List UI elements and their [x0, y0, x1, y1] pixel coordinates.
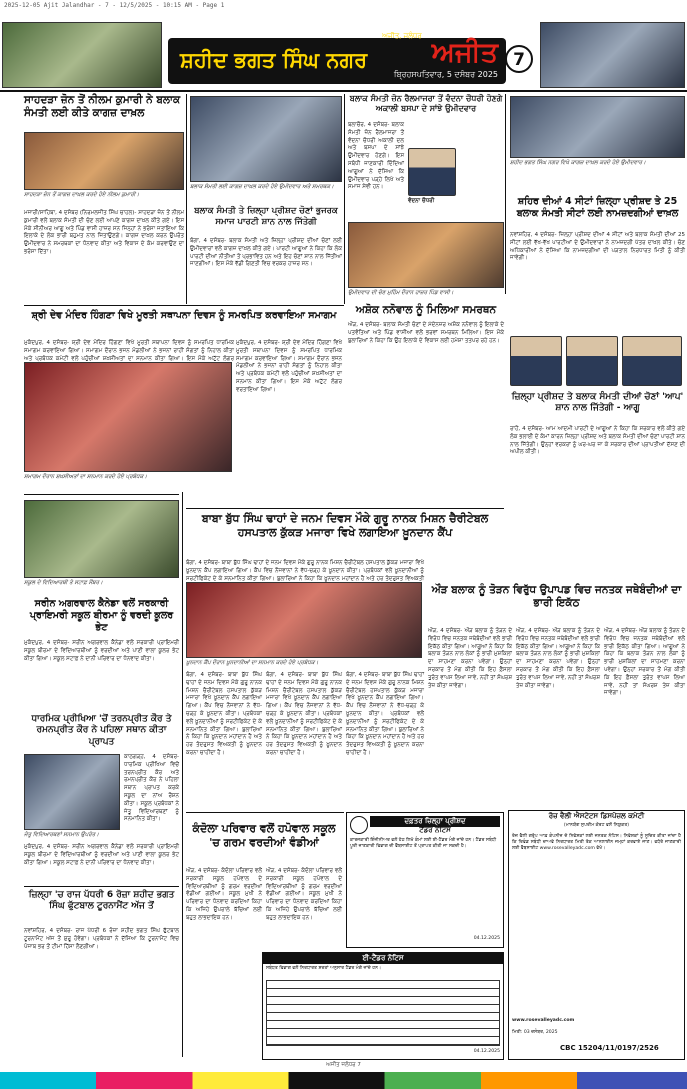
story-body-cont: ਮੁਕੰਦਪੁਰ, 4 ਦਸੰਬਰ- ਸਰੀਨ ਅਗਰਵਾਲ ਕੈਨੇਡਾ ਵਲੋਂ ਸਰਕਾਰੀ ਪ੍ਰਾਇਮਰੀ ਸਕੂਲ ਬੀਰਮਾ ਦੇ ਵਿਦਿਆਰਥੀਆਂ ਨੂੰ ਵਰਦੀਆਂ ਅਤੇ ਪਾਣੀ ਵਾਲਾ ਕੂਲਰ ਭੇਟ ਕੀਤਾ ਗਿਆ। ਸਕੂਲ ਸਟਾਫ਼ ਨੇ ਦਾਨੀ ਪਰਿਵਾਰ ਦਾ ਧੰਨਵਾਦ ਕੀਤਾ। [24, 844, 179, 866]
story-headline: ਬਲਾਕ ਸੰਮਤੀ ਤੇ ਜ਼ਿਲ੍ਹਾ ਪ੍ਰੀਸ਼ਦ ਚੋਣਾਂ ਭੁਜਰਕ ਸਮਾਜ ਪਾਰਟੀ ਸ਼ਾਨ ਨਾਲ ਜਿੱਤੇਗੀ [194, 206, 338, 227]
story-headline: ਧਾਰਮਿਕ ਪ੍ਰੀਖਿਆ 'ਚੋਂ ਤਰਨਪ੍ਰੀਤ ਕੌਰ ਤੇ ਰਮਨਪ੍ਰੀਤ ਕੌਰ ਨੇ ਪਹਿਲਾ ਸਥਾਨ ਕੀਤਾ ਪ੍ਰਾਪਤ [31, 714, 172, 747]
ad-subtitle: ਟੈਂਡਰ ਨੋਟਿਸ [419, 826, 451, 834]
tender-table [266, 980, 500, 1046]
section-rule [24, 886, 179, 887]
notice-title: ਰੋਜ਼ ਵੈਲੀ ਐਸਟੇਟਸ ਡਿਸਪੋਜ਼ਲ ਕਮੇਟੀ [548, 812, 645, 820]
story-headline: ਬਲਾਕ ਸੰਮਤੀ ਜ਼ੋਨ ਰੈਲਮਾਜਰਾ ਤੋਂ ਵੰਦਨਾ ਚੌਧਰੀ ਹੋਣਗੇ ਅਕਾਲੀ ਬਸਪਾ ਦੇ ਸਾਂਝੇ ਉਮੀਦਵਾਰ [349, 94, 503, 113]
story-photo [24, 500, 179, 578]
column-rule [186, 94, 187, 304]
story-photo [186, 582, 422, 658]
candidate-portrait [408, 148, 456, 196]
page-number: 7 [505, 45, 533, 73]
notice-date: ਮਿਤੀ: 03 ਦਸੰਬਰ, 2025 [512, 1030, 558, 1035]
story-body: ਮਜਾਰੀ/ਸਾਹਿਬਾ, 4 ਦਸੰਬਰ (ਨਿਰਮਲਜੀਤ ਸਿੰਘ ਚਾਹਲ)- ਸਾਹਦੜਾ ਜ਼ੋਨ ਤੋਂ ਨੀਲਮ ਕੁਮਾਰੀ ਵਲੋਂ ਬਲਾਕ ਸੰਮਤੀ ਦੀ ਚੋਣ ਲਈ ਆਪਣੇ ਕਾਗਜ਼ ਦਾਖ਼ਲ ਕੀਤੇ ਗਏ। ਇਸ ਮੌਕੇ ਸੀਨੀਅਰ ਆਗੂ ਅਤੇ ਪਿੰਡ ਵਾਸੀ ਹਾਜ਼ਰ ਸਨ ਜਿਨ੍ਹਾਂ ਨੇ ਭਰੋਸਾ ਜਤਾਇਆ ਕਿ ਇਲਾਕੇ ਦੇ ਲੋਕ ਭਾਰੀ ਬਹੁਮਤ ਨਾਲ ਜਿਤਾਉਣਗੇ। ਕਾਗਜ਼ ਦਾਖ਼ਲ ਕਰਨ ਉਪਰੰਤ ਉਮੀਦਵਾਰ ਨੇ ਸਮਰਥਕਾਂ ਦਾ ਧੰਨਵਾਦ ਕੀਤਾ ਅਤੇ ਵਿਕਾਸ ਦੇ ਕੰਮ ਕਰਵਾਉਣ ਦਾ ਭਰੋਸਾ ਦਿੱਤਾ। [24, 210, 184, 255]
masthead-left-photo [2, 22, 162, 88]
notice-body: ਰੋਜ਼ ਵੈਲੀ ਗਰੁੱਪ ਆਫ਼ ਕੰਪਨੀਜ਼ ਦੇ ਨਿਵੇਸ਼ਕਾਂ ਲਈ ਜਨਤਕ ਨੋਟਿਸ। ਨਿਵੇਸ਼ਕਾਂ ਨੂੰ ਸੂਚਿਤ ਕੀਤਾ ਜਾਂਦਾ ਹੈ ਕਿ ਰਿਫੰਡ ਸਬੰਧੀ ਦਾਅਵੇ ਨਿਰਧਾਰਤ ਮਿਤੀ ਤੱਕ ਆਨਲਾਈਨ ਜਮ੍ਹਾਂ ਕਰਵਾਏ ਜਾਣ। ਵਧੇਰੇ ਜਾਣਕਾਰੀ ਲਈ ਵੈੱਬਸਾਈਟ www.rosevalleyadc.com ਵੇਖੋ। [512, 834, 681, 852]
leader-portrait [510, 336, 562, 386]
column-rule [505, 94, 506, 294]
story-headline: ਜ਼ਿਲ੍ਹਾ ਪ੍ਰੀਸ਼ਦ ਤੇ ਬਲਾਕ ਸੰਮਤੀ ਦੀਆਂ ਚੋਣਾਂ 'ਆਪ' ਸ਼ਾਨ ਨਾਲ ਜਿੱਤੇਗੀ - ਆਗੂ [511, 392, 684, 414]
column-rule [344, 94, 345, 304]
story-body-lead: ਬੰਗਾ, 4 ਦਸੰਬਰ- ਬਾਬਾ ਬੁੱਧ ਸਿੰਘ ਢਾਹਾਂ ਦੇ ਜਨਮ ਦਿਵਸ ਮੌਕੇ ਗੁਰੂ ਨਾਨਕ ਮਿਸ਼ਨ ਚੈਰੀਟੇਬਲ ਹਸਪਤਾਲ ਕੁੱਕੜ ਮਜਾਰਾ ਵਿਖੇ ਖ਼ੂਨਦਾਨ ਕੈਂਪ ਲਗਾਇਆ ਗਿਆ। ਕੈਂਪ ਵਿਚ ਨੌਜਵਾਨਾਂ ਨੇ ਵੱਧ-ਚੜ੍ਹ ਕੇ ਖ਼ੂਨਦਾਨ ਕੀਤਾ। ਪ੍ਰਬੰਧਕਾਂ ਵਲੋਂ ਖ਼ੂਨਦਾਨੀਆਂ ਨੂੰ ਸਰਟੀਫਿਕੇਟ ਦੇ ਕੇ ਸਨਮਾਨਿਤ ਕੀਤਾ ਗਿਆ। ਬੁਲਾਰਿਆਂ ਨੇ ਕਿਹਾ ਕਿ ਖ਼ੂਨਦਾਨ ਮਹਾਂਦਾਨ ਹੈ ਅਤੇ ਹਰ ਤੰਦਰੁਸਤ ਵਿਅਕਤੀ [186, 560, 424, 582]
story-body: ਕਾਠਗੜ੍ਹ, 4 ਦਸੰਬਰ- ਧਾਰਮਿਕ ਪ੍ਰੀਖਿਆ ਵਿਚੋਂ ਤਰਨਪ੍ਰੀਤ ਕੌਰ ਅਤੇ ਰਮਨਪ੍ਰੀਤ ਕੌਰ ਨੇ ਪਹਿਲਾ ਸਥਾਨ ਪ੍ਰਾਪਤ ਕਰਕੇ ਸਕੂਲ ਦਾ ਨਾਂਅ ਰੌਸ਼ਨ ਕੀਤਾ। ਸਕੂਲ ਪ੍ਰਬੰਧਕਾਂ ਨੇ ਜੇਤੂ ਵਿਦਿਆਰਥਣਾਂ ਨੂੰ ਸਨਮਾਨਿਤ ਕੀਤਾ। [124, 754, 179, 823]
ad-body: ਸਬੰਧਤ ਵਿਭਾਗ ਵਲੋਂ ਨਿਰਧਾਰਤ ਸ਼ਰਤਾਂ ਅਨੁਸਾਰ ਟੈਂਡਰ ਮੰਗੇ ਜਾਂਦੇ ਹਨ। [266, 966, 382, 971]
notice-subtitle: (ਮਾਨਯੋਗ ਸੁਪਰੀਮ ਕੋਰਟ ਵਲੋਂ ਨਿਯੁਕਤ) [563, 823, 630, 828]
column-rule [182, 492, 183, 1057]
footer-text: ਅਜੀਤ ਜਲੰਧਰ 7 [326, 1062, 361, 1068]
story-body: ਔੜ, 4 ਦਸੰਬਰ- ਔੜ ਬਲਾਕ ਨੂੰ ਤੋੜਨ ਦੇ ਵਿਰੋਧ ਵਿਚ ਜਨਤਕ ਜਥੇਬੰਦੀਆਂ ਵਲੋਂ ਭਾਰੀ ਇਕੱਠ ਕੀਤਾ ਗਿਆ। ਆਗੂਆਂ ਨੇ ਕਿਹਾ ਕਿ ਬਲਾਕ ਤੋੜਨ ਨਾਲ ਲੋਕਾਂ ਨੂੰ ਭਾਰੀ ਮੁਸ਼ਕਿਲਾਂ ਦਾ ਸਾਹਮਣਾ ਕਰਨਾ ਪਵੇਗਾ। ਉਨ੍ਹਾਂ ਸਰਕਾਰ ਤੋਂ ਮੰਗ ਕੀਤੀ ਕਿ ਇਹ ਫ਼ੈਸਲਾ ਤੁਰੰਤ ਵਾਪਸ ਲਿਆ ਜਾਵੇ, ਨਹੀਂ ਤਾਂ ਸੰਘਰਸ਼ ਤੇਜ਼ ਕੀਤਾ ਜਾਵੇਗਾ। [428, 628, 512, 689]
story-body: ਬੰਗਾ, 4 ਦਸੰਬਰ- ਬਲਾਕ ਸੰਮਤੀ ਅਤੇ ਜ਼ਿਲ੍ਹਾ ਪ੍ਰੀਸ਼ਦ ਦੀਆਂ ਚੋਣਾਂ ਲਈ ਉਮੀਦਵਾਰਾਂ ਵਲੋਂ ਕਾਗਜ਼ ਦਾਖ਼ਲ ਕੀਤੇ ਗਏ। ਪਾਰਟੀ ਆਗੂਆਂ ਨੇ ਕਿਹਾ ਕਿ ਲੋਕ ਪਾਰਟੀ ਦੀਆਂ ਨੀਤੀਆਂ ਤੋਂ ਪ੍ਰਭਾਵਿਤ ਹਨ ਅਤੇ ਇਹ ਚੋਣਾਂ ਸ਼ਾਨ ਨਾਲ ਜਿੱਤੀਆਂ ਜਾਣਗੀਆਂ। ਇਸ ਮੌਕੇ ਵੱਡੀ ਗਿਣਤੀ ਵਿਚ ਵਰਕਰ ਹਾਜ਼ਰ ਸਨ। [190, 238, 342, 268]
print-slug: 2025-12-05 Ajit Jalandhar - 7 - 12/5/2025 - 10:15 AM - Page 1 [4, 2, 225, 9]
newspaper-logo: ਅਜੀਤ [431, 37, 498, 68]
notice-url: www.rosevalleyadc.com [512, 1018, 575, 1023]
story-body: ਔੜ, 4 ਦਸੰਬਰ- ਕੰਦੋਲਾ ਪਰਿਵਾਰ ਵਲੋਂ ਸਰਕਾਰੀ ਸਕੂਲ ਹਪੋਵਾਲ ਦੇ ਵਿਦਿਆਰਥੀਆਂ ਨੂੰ ਗਰਮ ਵਰਦੀਆਂ ਵੰਡੀਆਂ ਗਈਆਂ। ਸਕੂਲ ਮੁਖੀ ਨੇ ਪਰਿਵਾਰ ਦਾ ਧੰਨਵਾਦ ਕਰਦਿਆਂ ਕਿਹਾ ਕਿ ਅਜਿਹੇ ਉਪਰਾਲੇ ਬੱਚਿਆਂ ਲਈ ਬਹੁਤ ਲਾਭਦਾਇਕ ਹਨ। [186, 868, 262, 921]
story-body-col2: ਬੰਗਾ, 4 ਦਸੰਬਰ- ਬਾਬਾ ਬੁੱਧ ਸਿੰਘ ਢਾਹਾਂ ਦੇ ਜਨਮ ਦਿਵਸ ਮੌਕੇ ਗੁਰੂ ਨਾਨਕ ਮਿਸ਼ਨ ਚੈਰੀਟੇਬਲ ਹਸਪਤਾਲ ਕੁੱਕੜ ਮਜਾਰਾ ਵਿਖੇ ਖ਼ੂਨਦਾਨ ਕੈਂਪ ਲਗਾਇਆ ਗਿਆ। ਕੈਂਪ ਵਿਚ ਨੌਜਵਾਨਾਂ ਨੇ ਵੱਧ-ਚੜ੍ਹ ਕੇ ਖ਼ੂਨਦਾਨ ਕੀਤਾ। ਪ੍ਰਬੰਧਕਾਂ ਵਲੋਂ ਖ਼ੂਨਦਾਨੀਆਂ ਨੂੰ ਸਰਟੀਫਿਕੇਟ ਦੇ ਕੇ ਸਨਮਾਨਿਤ ਕੀਤਾ ਗਿਆ। ਬੁਲਾਰਿਆਂ ਨੇ ਕਿਹਾ ਕਿ ਖ਼ੂਨਦਾਨ ਮਹਾਂਦਾਨ ਹੈ ਅਤੇ ਹਰ ਤੰਦਰੁਸਤ ਵਿਅਕਤੀ ਨੂੰ ਖ਼ੂਨਦਾਨ ਕਰਨਾ ਚਾਹੀਦਾ ਹੈ। [266, 672, 342, 756]
story-headline: ਬਾਬਾ ਬੁੱਧ ਸਿੰਘ ਢਾਹਾਂ ਦੇ ਜਨਮ ਦਿਵਸ ਮੌਕੇ ਗੁਰੂ ਨਾਨਕ ਮਿਸ਼ਨ ਚੈਰੀਟੇਬਲ ਹਸਪਤਾਲ ਕੁੱਕੜ ਮਜਾਰਾ ਵਿਖੇ ਲਗਾਇਆ ਖ਼ੂਨਦਾਨ ਕੈਂਪ [201, 512, 489, 539]
story-body: ਰਾਹੋਂ, 4 ਦਸੰਬਰ- ਆਮ ਆਦਮੀ ਪਾਰਟੀ ਦੇ ਆਗੂਆਂ ਨੇ ਕਿਹਾ ਕਿ ਸਰਕਾਰ ਵਲੋਂ ਕੀਤੇ ਗਏ ਲੋਕ ਭਲਾਈ ਦੇ ਕੰਮਾਂ ਕਾਰਨ ਜ਼ਿਲ੍ਹਾ ਪ੍ਰੀਸ਼ਦ ਅਤੇ ਬਲਾਕ ਸੰਮਤੀ ਦੀਆਂ ਚੋਣਾਂ ਪਾਰਟੀ ਸ਼ਾਨ ਨਾਲ ਜਿੱਤੇਗੀ। ਉਨ੍ਹਾਂ ਵਰਕਰਾਂ ਨੂੰ ਘਰ-ਘਰ ਜਾ ਕੇ ਸਰਕਾਰ ਦੀਆਂ ਪ੍ਰਾਪਤੀਆਂ ਦੱਸਣ ਦੀ ਅਪੀਲ ਕੀਤੀ। [510, 426, 685, 456]
ad-title: ਦਫ਼ਤਰ ਜ਼ਿਲ੍ਹਾ ਪ੍ਰੀਸ਼ਦ [370, 816, 500, 827]
photo-caption: ਉਮੀਦਵਾਰ ਦੀ ਚੋਣ ਮੁਹਿੰਮ ਦੌਰਾਨ ਹਾਜ਼ਰ ਪਿੰਡ ਵਾਸੀ। [348, 290, 454, 296]
section-rule [24, 305, 344, 306]
story-body-col2: ਔੜ, 4 ਦਸੰਬਰ- ਔੜ ਬਲਾਕ ਨੂੰ ਤੋੜਨ ਦੇ ਵਿਰੋਧ ਵਿਚ ਜਨਤਕ ਜਥੇਬੰਦੀਆਂ ਵਲੋਂ ਭਾਰੀ ਇਕੱਠ ਕੀਤਾ ਗਿਆ। ਆਗੂਆਂ ਨੇ ਕਿਹਾ ਕਿ ਬਲਾਕ ਤੋੜਨ ਨਾਲ ਲੋਕਾਂ ਨੂੰ ਭਾਰੀ ਮੁਸ਼ਕਿਲਾਂ ਦਾ ਸਾਹਮਣਾ ਕਰਨਾ ਪਵੇਗਾ। ਉਨ੍ਹਾਂ ਸਰਕਾਰ ਤੋਂ ਮੰਗ ਕੀਤੀ ਕਿ ਇਹ ਫ਼ੈਸਲਾ ਤੁਰੰਤ ਵਾਪਸ ਲਿਆ ਜਾਵੇ, ਨਹੀਂ ਤਾਂ ਸੰਘਰਸ਼ ਤੇਜ਼ ਕੀਤਾ ਜਾਵੇਗਾ। [516, 628, 600, 689]
masthead-rule [0, 90, 687, 92]
story-body-lead: ਮੁਕੰਦਪੁਰ, 4 ਦਸੰਬਰ- ਸ਼੍ਰੀ ਦੇਵ ਮੰਦਿਰ ਹਿੰਗਣਾ ਵਿਖੇ ਮੂਰਤੀ ਸਥਾਪਨਾ ਦਿਵਸ ਨੂੰ ਸਮਰਪਿਤ ਧਾਰਮਿਕ ਸਮਾਗਮ ਕਰਵਾਇਆ ਗਿਆ। ਸਮਾਗਮ ਦੌਰਾਨ ਭਜਨ ਮੰਡਲੀਆਂ ਨੇ ਭਜਨਾਂ ਰਾਹੀਂ ਸੰਗਤਾਂ ਨੂੰ ਨਿਹਾਲ ਕੀਤਾ ਅਤੇ ਪ੍ਰਬੰਧਕ ਕਮੇਟੀ ਵਲੋਂ ਪਹੁੰਚੀਆਂ ਸ਼ਖ਼ਸੀਅਤਾਂ ਦਾ ਸਨਮਾਨ ਕੀਤਾ ਗਿਆ। ਇਸ ਮੌਕੇ ਅਟੁੱਟ ਲੰਗਰ [24, 340, 234, 362]
story-headline: ਸਾਹਦੜਾ ਜ਼ੋਨ ਤੋਂ ਨੀਲਮ ਕੁਮਾਰੀ ਨੇ ਬਲਾਕ ਸੰਮਤੀ ਲਈ ਕੀਤੇ ਕਾਗਜ਼ ਦਾਖ਼ਲ [24, 94, 181, 120]
story-photo [510, 96, 685, 158]
story-headline: ਕੰਦੋਲਾ ਪਰਿਵਾਰ ਵਲੋਂ ਹਪੋਵਾਲ ਸਕੂਲ 'ਚ ਗਰਮ ਵਰਦੀਆਂ ਵੰਡੀਆਂ [192, 822, 336, 849]
story-headline: ਸ਼ਹਿਰ ਦੀਆਂ 4 ਸੀਟਾਂ ਜ਼ਿਲ੍ਹਾ ਪ੍ਰੀਸ਼ਦ ਤੇ 25 ਬਲਾਕ ਸੰਮਤੀ ਸੀਟਾਂ ਲਈ ਨਾਮਜ਼ਦਗੀਆਂ ਦਾਖ਼ਲ [516, 196, 679, 219]
story-photo [24, 754, 120, 830]
story-headline: ਅਸ਼ੋਕ ਨਨੋਵਾਲ ਨੂੰ ਮਿਲਿਆ ਸਮਰਥਨ [355, 304, 497, 316]
story-body-col3: ਬੰਗਾ, 4 ਦਸੰਬਰ- ਬਾਬਾ ਬੁੱਧ ਸਿੰਘ ਢਾਹਾਂ ਦੇ ਜਨਮ ਦਿਵਸ ਮੌਕੇ ਗੁਰੂ ਨਾਨਕ ਮਿਸ਼ਨ ਚੈਰੀਟੇਬਲ ਹਸਪਤਾਲ ਕੁੱਕੜ ਮਜਾਰਾ ਵਿਖੇ ਖ਼ੂਨਦਾਨ ਕੈਂਪ ਲਗਾਇਆ ਗਿਆ। ਕੈਂਪ ਵਿਚ ਨੌਜਵਾਨਾਂ ਨੇ ਵੱਧ-ਚੜ੍ਹ ਕੇ ਖ਼ੂਨਦਾਨ ਕੀਤਾ। ਪ੍ਰਬੰਧਕਾਂ ਵਲੋਂ ਖ਼ੂਨਦਾਨੀਆਂ ਨੂੰ ਸਰਟੀਫਿਕੇਟ ਦੇ ਕੇ ਸਨਮਾਨਿਤ ਕੀਤਾ ਗਿਆ। ਬੁਲਾਰਿਆਂ ਨੇ ਕਿਹਾ ਕਿ ਖ਼ੂਨਦਾਨ ਮਹਾਂਦਾਨ ਹੈ ਅਤੇ ਹਰ ਤੰਦਰੁਸਤ ਵਿਅਕਤੀ ਨੂੰ ਖ਼ੂਨਦਾਨ ਕਰਨਾ ਚਾਹੀਦਾ ਹੈ। [346, 672, 424, 756]
story-body: ਨਵਾਂਸ਼ਹਿਰ, 4 ਦਸੰਬਰ- ਰਾਜ ਪੱਧਰੀ 6 ਰੋਜ਼ਾ ਸ਼ਹੀਦ ਭਗਤ ਸਿੰਘ ਫੁੱਟਬਾਲ ਟੂਰਨਾਮੈਂਟ ਅੱਜ ਤੋਂ ਸ਼ੁਰੂ ਹੋਵੇਗਾ। ਪ੍ਰਬੰਧਕਾਂ ਨੇ ਦੱਸਿਆ ਕਿ ਟੂਰਨਾਮੈਂਟ ਵਿਚ ਪੰਜਾਬ ਭਰ ਤੋਂ ਟੀਮਾਂ ਹਿੱਸਾ ਲੈਣਗੀਆਂ। [24, 928, 179, 950]
story-headline: ਔੜ ਬਲਾਕ ਨੂੰ ਤੋੜਨ ਵਿਰੁੱਧ ਉਪਾਪਡ ਵਿਚ ਜਨਤਕ ਜਥੇਬੰਦੀਆਂ ਦਾ ਭਾਰੀ ਇਕੱਠ [431, 584, 682, 610]
cbc-code: CBC 15204/11/0197/2526 [560, 1044, 659, 1052]
story-body-col3: ਔੜ, 4 ਦਸੰਬਰ- ਔੜ ਬਲਾਕ ਨੂੰ ਤੋੜਨ ਦੇ ਵਿਰੋਧ ਵਿਚ ਜਨਤਕ ਜਥੇਬੰਦੀਆਂ ਵਲੋਂ ਭਾਰੀ ਇਕੱਠ ਕੀਤਾ ਗਿਆ। ਆਗੂਆਂ ਨੇ ਕਿਹਾ ਕਿ ਬਲਾਕ ਤੋੜਨ ਨਾਲ ਲੋਕਾਂ ਨੂੰ ਭਾਰੀ ਮੁਸ਼ਕਿਲਾਂ ਦਾ ਸਾਹਮਣਾ ਕਰਨਾ ਪਵੇਗਾ। ਉਨ੍ਹਾਂ ਸਰਕਾਰ ਤੋਂ ਮੰਗ ਕੀਤੀ ਕਿ ਇਹ ਫ਼ੈਸਲਾ ਤੁਰੰਤ ਵਾਪਸ ਲਿਆ ਜਾਵੇ, ਨਹੀਂ ਤਾਂ ਸੰਘਰਸ਼ ਤੇਜ਼ ਕੀਤਾ ਜਾਵੇਗਾ। [604, 628, 685, 697]
leader-portrait [566, 336, 618, 386]
masthead-tag: ਅਜੀਤ, ਜਲੰਧਰ [382, 32, 422, 40]
story-headline: ਜ਼ਿਲ੍ਹਾ 'ਚ ਰਾਜ ਪੱਧਰੀ 6 ਰੋਜ਼ਾ ਸ਼ਹੀਦ ਭਗਤ ਸਿੰਘ ਫੁੱਟਬਾਲ ਟੂਰਨਾਮੈਂਟ ਅੱਜ ਤੋਂ [28, 890, 175, 912]
story-body-col2: ਔੜ, 4 ਦਸੰਬਰ- ਕੰਦੋਲਾ ਪਰਿਵਾਰ ਵਲੋਂ ਸਰਕਾਰੀ ਸਕੂਲ ਹਪੋਵਾਲ ਦੇ ਵਿਦਿਆਰਥੀਆਂ ਨੂੰ ਗਰਮ ਵਰਦੀਆਂ ਵੰਡੀਆਂ ਗਈਆਂ। ਸਕੂਲ ਮੁਖੀ ਨੇ ਪਰਿਵਾਰ ਦਾ ਧੰਨਵਾਦ ਕਰਦਿਆਂ ਕਿਹਾ ਕਿ ਅਜਿਹੇ ਉਪਰਾਲੇ ਬੱਚਿਆਂ ਲਈ ਬਹੁਤ ਲਾਭਦਾਇਕ ਹਨ। [266, 868, 342, 921]
photo-caption: ਸ਼ਹੀਦ ਭਗਤ ਸਿੰਘ ਨਗਰ ਵਿਖੇ ਕਾਗਜ਼ ਦਾਖ਼ਲ ਕਰਦੇ ਹੋਏ ਉਮੀਦਵਾਰ। [510, 160, 646, 166]
color-registration-bar [0, 1072, 687, 1089]
leader-portrait [622, 336, 682, 386]
ad-title: ਈ-ਟੈਂਡਰ ਨੋਟਿਸ [263, 953, 503, 964]
ad-body: ਕਾਰਜਕਾਰੀ ਇੰਜੀਨੀਅਰ ਵਲੋਂ ਹੇਠ ਲਿਖੇ ਕੰਮਾਂ ਲਈ ਈ-ਟੈਂਡਰ ਮੰਗੇ ਜਾਂਦੇ ਹਨ। ਟੈਂਡਰ ਸਬੰਧੀ ਪੂਰੀ ਜਾਣਕਾਰੀ ਵਿਭਾਗ ਦੀ ਵੈੱਬਸਾਈਟ ਤੋਂ ਪ੍ਰਾਪਤ ਕੀਤੀ ਜਾ ਸਕਦੀ ਹੈ। [350, 838, 497, 850]
story-body: ਮੁਕੰਦਪੁਰ, 4 ਦਸੰਬਰ- ਸ਼੍ਰੀ ਦੇਵ ਮੰਦਿਰ ਹਿੰਗਣਾ ਵਿਖੇ ਮੂਰਤੀ ਸਥਾਪਨਾ ਦਿਵਸ ਨੂੰ ਸਮਰਪਿਤ ਧਾਰਮਿਕ ਸਮਾਗਮ ਕਰਵਾਇਆ ਗਿਆ। ਸਮਾਗਮ ਦੌਰਾਨ ਭਜਨ ਮੰਡਲੀਆਂ ਨੇ ਭਜਨਾਂ ਰਾਹੀਂ ਸੰਗਤਾਂ ਨੂੰ ਨਿਹਾਲ ਕੀਤਾ ਅਤੇ ਪ੍ਰਬੰਧਕ ਕਮੇਟੀ ਵਲੋਂ ਪਹੁੰਚੀਆਂ ਸ਼ਖ਼ਸੀਅਤਾਂ ਦਾ ਸਨਮਾਨ ਕੀਤਾ ਗਿਆ। ਇਸ ਮੌਕੇ ਅਟੁੱਟ ਲੰਗਰ ਵਰਤਾਇਆ ਗਿਆ। [236, 340, 342, 393]
story-body: ਬਲਾਚੌਰ, 4 ਦਸੰਬਰ- ਬਲਾਕ ਸੰਮਤੀ ਜ਼ੋਨ ਰੈਲਮਾਜਰਾ ਤੋਂ ਵੰਦਨਾ ਚੌਧਰੀ ਅਕਾਲੀ ਦਲ ਅਤੇ ਬਸਪਾ ਦੇ ਸਾਂਝੇ ਉਮੀਦਵਾਰ ਹੋਣਗੇ। ਇਸ ਸਬੰਧੀ ਜਾਣਕਾਰੀ ਦਿੰਦਿਆਂ ਆਗੂਆਂ ਨੇ ਦੱਸਿਆ ਕਿ ਉਮੀਦਵਾਰ ਪੜ੍ਹੇ ਲਿਖੇ ਅਤੇ ਸਮਾਜ ਸੇਵੀ ਹਨ। [348, 122, 404, 191]
masthead-title: ਸ਼ਹੀਦ ਭਗਤ ਸਿੰਘ ਨਗਰ [180, 48, 368, 72]
photo-caption: ਸਕੂਲ ਦੇ ਵਿਦਿਆਰਥੀ ਤੇ ਸਟਾਫ਼ ਮੈਂਬਰ। [24, 580, 103, 586]
photo-caption: ਵੰਦਨਾ ਚੌਧਰੀ [408, 198, 435, 204]
story-photo [24, 362, 232, 472]
photo-caption: ਬਲਾਕ ਸੰਮਤੀ ਲਈ ਕਾਗਜ਼ ਦਾਖ਼ਲ ਕਰਦੇ ਹੋਏ ਉਮੀਦਵਾਰ ਅਤੇ ਸਮਰਥਕ। [190, 184, 334, 190]
photo-caption: ਸਮਾਗਮ ਦੌਰਾਨ ਸ਼ਖ਼ਸੀਅਤਾਂ ਦਾ ਸਨਮਾਨ ਕਰਦੇ ਹੋਏ ਪ੍ਰਬੰਧਕ। [24, 474, 147, 480]
photo-caption: ਜੇਤੂ ਵਿਦਿਆਰਥਣਾਂ ਸਨਮਾਨ ਉਪਰੰਤ। [24, 832, 99, 838]
ad-date: 04.12.2025 [473, 1049, 500, 1054]
story-body: ਔੜ, 4 ਦਸੰਬਰ- ਬਲਾਕ ਸੰਮਤੀ ਚੋਣਾਂ ਦੇ ਮੱਦੇਨਜ਼ਰ ਅਸ਼ੋਕ ਨਨੋਵਾਲ ਨੂੰ ਇਲਾਕੇ ਦੇ ਪਤਵੰਤਿਆਂ ਅਤੇ ਪਿੰਡ ਵਾਸੀਆਂ ਵਲੋਂ ਭਰਵਾਂ ਸਮਰਥਨ ਮਿਲਿਆ। ਇਸ ਮੌਕੇ ਬੁਲਾਰਿਆਂ ਨੇ ਕਿਹਾ ਕਿ ਉਹ ਇਲਾਕੇ ਦੇ ਵਿਕਾਸ ਲਈ ਹਮੇਸ਼ਾ ਤਤਪਰ ਰਹੇ ਹਨ। [348, 322, 504, 344]
story-headline: ਸ਼੍ਰੀ ਦੇਵ ਮੰਦਿਰ ਹਿੰਗਣਾ ਵਿਖੇ ਮੂਰਤੀ ਸਥਾਪਨਾ ਦਿਵਸ ਨੂੰ ਸਮਰਪਿਤ ਕਰਵਾਇਆ ਸਮਾਗਮ [31, 310, 337, 321]
section-rule [186, 508, 504, 509]
story-photo [24, 132, 184, 190]
story-body: ਬੰਗਾ, 4 ਦਸੰਬਰ- ਬਾਬਾ ਬੁੱਧ ਸਿੰਘ ਢਾਹਾਂ ਦੇ ਜਨਮ ਦਿਵਸ ਮੌਕੇ ਗੁਰੂ ਨਾਨਕ ਮਿਸ਼ਨ ਚੈਰੀਟੇਬਲ ਹਸਪਤਾਲ ਕੁੱਕੜ ਮਜਾਰਾ ਵਿਖੇ ਖ਼ੂਨਦਾਨ ਕੈਂਪ ਲਗਾਇਆ ਗਿਆ। ਕੈਂਪ ਵਿਚ ਨੌਜਵਾਨਾਂ ਨੇ ਵੱਧ-ਚੜ੍ਹ ਕੇ ਖ਼ੂਨਦਾਨ ਕੀਤਾ। ਪ੍ਰਬੰਧਕਾਂ ਵਲੋਂ ਖ਼ੂਨਦਾਨੀਆਂ ਨੂੰ ਸਰਟੀਫਿਕੇਟ ਦੇ ਕੇ ਸਨਮਾਨਿਤ ਕੀਤਾ ਗਿਆ। ਬੁਲਾਰਿਆਂ ਨੇ ਕਿਹਾ ਕਿ ਖ਼ੂਨਦਾਨ ਮਹਾਂਦਾਨ ਹੈ ਅਤੇ ਹਰ ਤੰਦਰੁਸਤ ਵਿਅਕਤੀ ਨੂੰ ਖ਼ੂਨਦਾਨ ਕਰਨਾ ਚਾਹੀਦਾ ਹੈ। [186, 672, 262, 756]
story-photo [348, 222, 504, 288]
story-body: ਮੁਕੰਦਪੁਰ, 4 ਦਸੰਬਰ- ਸਰੀਨ ਅਗਰਵਾਲ ਕੈਨੇਡਾ ਵਲੋਂ ਸਰਕਾਰੀ ਪ੍ਰਾਇਮਰੀ ਸਕੂਲ ਬੀਰਮਾ ਦੇ ਵਿਦਿਆਰਥੀਆਂ ਨੂੰ ਵਰਦੀਆਂ ਅਤੇ ਪਾਣੀ ਵਾਲਾ ਕੂਲਰ ਭੇਟ ਕੀਤਾ ਗਿਆ। ਸਕੂਲ ਸਟਾਫ਼ ਨੇ ਦਾਨੀ ਪਰਿਵਾਰ ਦਾ ਧੰਨਵਾਦ ਕੀਤਾ। [24, 640, 179, 662]
masthead-right-photo [540, 22, 685, 88]
story-body: ਨਵਾਂਸ਼ਹਿਰ, 4 ਦਸੰਬਰ- ਜ਼ਿਲ੍ਹਾ ਪ੍ਰੀਸ਼ਦ ਦੀਆਂ 4 ਸੀਟਾਂ ਅਤੇ ਬਲਾਕ ਸੰਮਤੀ ਦੀਆਂ 25 ਸੀਟਾਂ ਲਈ ਵੱਖ-ਵੱਖ ਪਾਰਟੀਆਂ ਦੇ ਉਮੀਦਵਾਰਾਂ ਨੇ ਨਾਮਜ਼ਦਗੀ ਪੱਤਰ ਦਾਖ਼ਲ ਕੀਤੇ। ਚੋਣ ਅਧਿਕਾਰੀਆਂ ਨੇ ਦੱਸਿਆ ਕਿ ਨਾਮਜ਼ਦਗੀਆਂ ਦੀ ਪੜਤਾਲ ਨਿਰਧਾਰਤ ਮਿਤੀ ਨੂੰ ਕੀਤੀ ਜਾਵੇਗੀ। [510, 232, 685, 262]
issue-date: ਬ੍ਰਿਹਸਪਤਿਵਾਰ, 5 ਦਸੰਬਰ 2025 [393, 70, 498, 79]
section-rule [186, 812, 344, 813]
government-emblem-icon [350, 816, 368, 834]
ad-date: 04.12.2025 [473, 936, 500, 941]
section-rule [24, 494, 179, 495]
story-headline: ਸਰੀਨ ਅਗਰਵਾਲ ਕੈਨੇਡਾ ਵਲੋਂ ਸਰਕਾਰੀ ਪ੍ਰਾਇਮਰੀ ਸਕੂਲ ਬੀਰਮਾ ਨੂੰ ਵਰਦੀ ਕੂਲਰ ਭੇਟ [29, 598, 174, 633]
photo-caption: ਖ਼ੂਨਦਾਨ ਕੈਂਪ ਦੌਰਾਨ ਖ਼ੂਨਦਾਨੀਆਂ ਦਾ ਸਨਮਾਨ ਕਰਦੇ ਹੋਏ ਪ੍ਰਬੰਧਕ। [186, 660, 319, 666]
story-photo [190, 96, 342, 182]
photo-caption: ਸਾਹਦੜਾ ਜ਼ੋਨ ਤੋਂ ਕਾਗਜ਼ ਦਾਖ਼ਲ ਕਰਦੇ ਹੋਏ ਨੀਲਮ ਕੁਮਾਰੀ। [24, 192, 140, 198]
